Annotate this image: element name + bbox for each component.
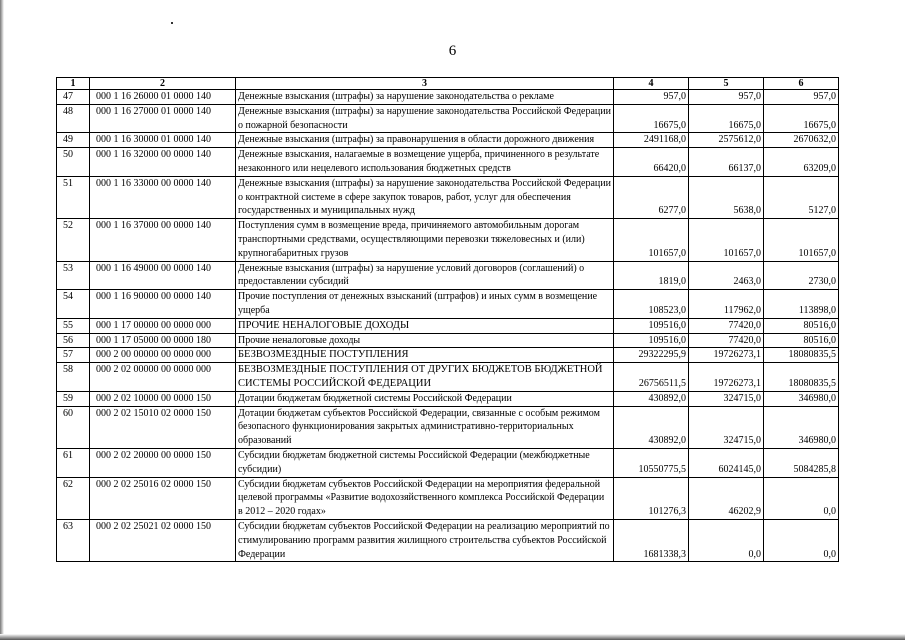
revenue-name: ПРОЧИЕ НЕНАЛОГОВЫЕ ДОХОДЫ (236, 318, 614, 333)
table-row (57, 219, 839, 261)
value-col-4: 16675,0 (614, 104, 689, 133)
revenue-name: Дотации бюджетам субъектов Российской Федерации, связанные с особым режимом безопасного функционирования закрытых административно-территориальных образований (236, 406, 614, 448)
row-number: 48 (57, 104, 90, 133)
budget-code: 000 1 16 33000 00 0000 140 (90, 176, 236, 218)
table-row (57, 448, 839, 477)
revenue-name: Субсидии бюджетам субъектов Российской Федерации на реализацию мероприятий по стимулированию программ развития жилищного строительства субъектов Российской Федерации (236, 519, 614, 561)
revenue-table (56, 77, 839, 562)
table-row (57, 391, 839, 406)
value-col-6: 63209,0 (764, 148, 839, 177)
value-col-5: 46202,9 (689, 477, 764, 519)
value-col-4: 101276,3 (614, 477, 689, 519)
value-col-4: 6277,0 (614, 176, 689, 218)
table-row (57, 290, 839, 319)
table-row (57, 133, 839, 148)
table-row (57, 333, 839, 348)
row-number: 62 (57, 477, 90, 519)
table-row (57, 261, 839, 290)
value-col-5: 117962,0 (689, 290, 764, 319)
row-number: 51 (57, 176, 90, 218)
value-col-5: 324715,0 (689, 391, 764, 406)
value-col-6: 346980,0 (764, 391, 839, 406)
revenue-name: Поступления сумм в возмещение вреда, причиняемого автомобильным дорогам транспортными средствами, осуществляющими перевозки тяжеловесных и (или) крупногабаритных грузов (236, 219, 614, 261)
revenue-name: БЕЗВОЗМЕЗДНЫЕ ПОСТУПЛЕНИЯ ОТ ДРУГИХ БЮДЖЕТОВ БЮДЖЕТНОЙ СИСТЕМЫ РОССИЙСКОЙ ФЕДЕРАЦИИ (236, 363, 614, 392)
page-number: 6 (448, 43, 457, 59)
value-col-6: 80516,0 (764, 333, 839, 348)
budget-code: 000 1 17 05000 00 0000 180 (90, 333, 236, 348)
scan-edge-left (0, 0, 4, 640)
budget-code: 000 2 02 15010 02 0000 150 (90, 406, 236, 448)
value-col-5: 5638,0 (689, 176, 764, 218)
revenue-name: Денежные взыскания (штрафы) за правонарушения в области дорожного движения (236, 133, 614, 148)
value-col-5: 2463,0 (689, 261, 764, 290)
value-col-6: 346980,0 (764, 406, 839, 448)
table-row (57, 104, 839, 133)
value-col-4: 430892,0 (614, 391, 689, 406)
value-col-6: 0,0 (764, 519, 839, 561)
value-col-4: 1681338,3 (614, 519, 689, 561)
budget-code: 000 1 16 27000 01 0000 140 (90, 104, 236, 133)
table-row (57, 519, 839, 561)
value-col-6: 18080835,5 (764, 348, 839, 363)
value-col-6: 5084285,8 (764, 448, 839, 477)
header-col-5: 5 (689, 78, 764, 90)
value-col-4: 109516,0 (614, 318, 689, 333)
table-row (57, 90, 839, 105)
value-col-4: 109516,0 (614, 333, 689, 348)
value-col-6: 957,0 (764, 90, 839, 105)
value-col-4: 26756511,5 (614, 363, 689, 392)
revenue-name: Денежные взыскания (штрафы) за нарушение законодательства Российской Федерации о контрактной системе в сфере закупок товаров, работ, услуг для обеспечения государственных и муниципальных нужд (236, 176, 614, 218)
budget-code: 000 1 16 90000 00 0000 140 (90, 290, 236, 319)
revenue-name: Дотации бюджетам бюджетной системы Российской Федерации (236, 391, 614, 406)
budget-code: 000 2 02 00000 00 0000 000 (90, 363, 236, 392)
value-col-4: 108523,0 (614, 290, 689, 319)
revenue-name: БЕЗВОЗМЕЗДНЫЕ ПОСТУПЛЕНИЯ (236, 348, 614, 363)
revenue-name: Прочие неналоговые доходы (236, 333, 614, 348)
header-col-1: 1 (57, 78, 90, 90)
value-col-6: 18080835,5 (764, 363, 839, 392)
row-number: 50 (57, 148, 90, 177)
revenue-name: Денежные взыскания (штрафы) за нарушение условий договоров (соглашений) о предоставлении субсидий (236, 261, 614, 290)
value-col-4: 1819,0 (614, 261, 689, 290)
budget-code: 000 2 00 00000 00 0000 000 (90, 348, 236, 363)
table-row (57, 348, 839, 363)
value-col-5: 957,0 (689, 90, 764, 105)
row-number: 57 (57, 348, 90, 363)
budget-code: 000 2 02 25016 02 0000 150 (90, 477, 236, 519)
table-row (57, 176, 839, 218)
revenue-name: Денежные взыскания, налагаемые в возмещение ущерба, причиненного в результате незаконного или нецелевого использования бюджетных средств (236, 148, 614, 177)
table-body (57, 90, 839, 562)
header-col-3: 3 (236, 78, 614, 90)
value-col-5: 101657,0 (689, 219, 764, 261)
value-col-5: 77420,0 (689, 333, 764, 348)
table-row (57, 406, 839, 448)
header-col-4: 4 (614, 78, 689, 90)
value-col-5: 16675,0 (689, 104, 764, 133)
budget-code: 000 1 16 26000 01 0000 140 (90, 90, 236, 105)
row-number: 53 (57, 261, 90, 290)
value-col-5: 324715,0 (689, 406, 764, 448)
revenue-name: Денежные взыскания (штрафы) за нарушение законодательства Российской Федерации о пожарной безопасности (236, 104, 614, 133)
value-col-6: 0,0 (764, 477, 839, 519)
revenue-name: Субсидии бюджетам субъектов Российской Федерации на мероприятия федеральной целевой программы «Развитие водохозяйственного комплекса Российской Федерации в 2012 – 2020 годах» (236, 477, 614, 519)
budget-code: 000 2 02 20000 00 0000 150 (90, 448, 236, 477)
table-row (57, 477, 839, 519)
budget-code: 000 2 02 25021 02 0000 150 (90, 519, 236, 561)
table-row (57, 148, 839, 177)
value-col-5: 66137,0 (689, 148, 764, 177)
value-col-6: 5127,0 (764, 176, 839, 218)
value-col-4: 29322295,9 (614, 348, 689, 363)
table-row (57, 318, 839, 333)
value-col-6: 101657,0 (764, 219, 839, 261)
budget-code: 000 1 17 00000 00 0000 000 (90, 318, 236, 333)
budget-code: 000 1 16 37000 00 0000 140 (90, 219, 236, 261)
budget-code: 000 1 16 32000 00 0000 140 (90, 148, 236, 177)
header-col-6: 6 (764, 78, 839, 90)
value-col-5: 0,0 (689, 519, 764, 561)
value-col-5: 6024145,0 (689, 448, 764, 477)
header-col-2: 2 (90, 78, 236, 90)
value-col-4: 957,0 (614, 90, 689, 105)
row-number: 59 (57, 391, 90, 406)
value-col-6: 80516,0 (764, 318, 839, 333)
row-number: 47 (57, 90, 90, 105)
value-col-6: 113898,0 (764, 290, 839, 319)
value-col-5: 2575612,0 (689, 133, 764, 148)
value-col-4: 2491168,0 (614, 133, 689, 148)
row-number: 49 (57, 133, 90, 148)
value-col-6: 16675,0 (764, 104, 839, 133)
revenue-name: Прочие поступления от денежных взысканий (штрафов) и иных сумм в возмещение ущерба (236, 290, 614, 319)
value-col-4: 101657,0 (614, 219, 689, 261)
row-number: 63 (57, 519, 90, 561)
row-number: 55 (57, 318, 90, 333)
row-number: 56 (57, 333, 90, 348)
row-number: 58 (57, 363, 90, 392)
value-col-4: 66420,0 (614, 148, 689, 177)
budget-code: 000 2 02 10000 00 0000 150 (90, 391, 236, 406)
row-number: 54 (57, 290, 90, 319)
table-header-row (57, 78, 839, 90)
value-col-5: 19726273,1 (689, 348, 764, 363)
scan-edge-bottom (0, 634, 905, 640)
row-number: 52 (57, 219, 90, 261)
revenue-name: Субсидии бюджетам бюджетной системы Российской Федерации (межбюджетные субсидии) (236, 448, 614, 477)
value-col-5: 77420,0 (689, 318, 764, 333)
row-number: 61 (57, 448, 90, 477)
value-col-6: 2730,0 (764, 261, 839, 290)
value-col-5: 19726273,1 (689, 363, 764, 392)
value-col-4: 430892,0 (614, 406, 689, 448)
row-number: 60 (57, 406, 90, 448)
table-row (57, 363, 839, 392)
value-col-4: 10550775,5 (614, 448, 689, 477)
scan-speck (171, 22, 173, 24)
budget-code: 000 1 16 30000 01 0000 140 (90, 133, 236, 148)
value-col-6: 2670632,0 (764, 133, 839, 148)
budget-code: 000 1 16 49000 00 0000 140 (90, 261, 236, 290)
revenue-name: Денежные взыскания (штрафы) за нарушение законодательства о рекламе (236, 90, 614, 105)
